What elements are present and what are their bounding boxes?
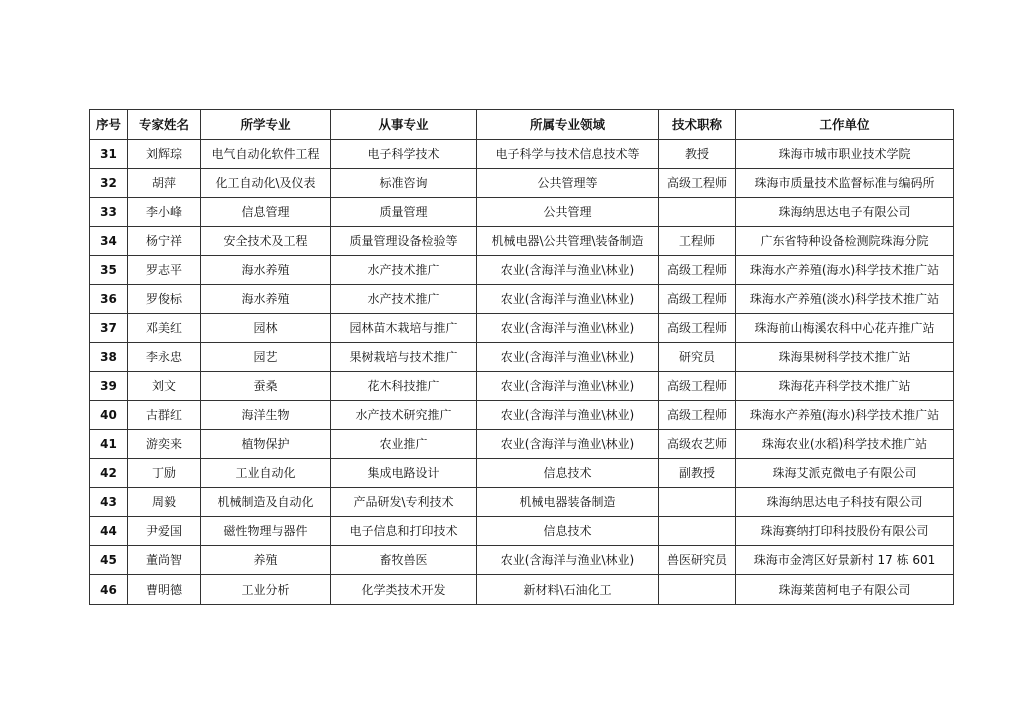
cell-major-studied: 园林: [201, 314, 331, 343]
cell-no: 37: [90, 314, 128, 343]
cell-no: 44: [90, 517, 128, 546]
cell-workplace: 珠海农业(水稻)科学技术推广站: [736, 430, 954, 459]
cell-current-specialty: 园林苗木栽培与推广: [331, 314, 477, 343]
cell-field: 电子科学与技术信息技术等: [477, 140, 659, 169]
table-row: [90, 401, 954, 430]
cell-major-studied: 信息管理: [201, 198, 331, 227]
header-field: 所属专业领域: [477, 110, 659, 140]
cell-title: 高级工程师: [659, 169, 736, 198]
cell-major-studied: 化工自动化\及仪表: [201, 169, 331, 198]
cell-field: 农业(含海洋与渔业\林业): [477, 285, 659, 314]
cell-field: 机械电器\公共管理\装备制造: [477, 227, 659, 256]
cell-current-specialty: 集成电路设计: [331, 459, 477, 488]
cell-major-studied: 养殖: [201, 546, 331, 575]
cell-workplace: 珠海市金湾区好景新村 17 栋 601: [736, 546, 954, 575]
cell-expert-name: 杨宁祥: [128, 227, 201, 256]
table-row: [90, 256, 954, 285]
table-row: [90, 488, 954, 517]
cell-workplace: 珠海赛纳打印科技股份有限公司: [736, 517, 954, 546]
cell-no: 33: [90, 198, 128, 227]
cell-field: 公共管理: [477, 198, 659, 227]
cell-title: 研究员: [659, 343, 736, 372]
header-expert-name: 专家姓名: [128, 110, 201, 140]
cell-current-specialty: 电子信息和打印技术: [331, 517, 477, 546]
cell-expert-name: 胡萍: [128, 169, 201, 198]
cell-no: 38: [90, 343, 128, 372]
cell-field: 机械电器装备制造: [477, 488, 659, 517]
cell-no: 39: [90, 372, 128, 401]
cell-workplace: 珠海市城市职业技术学院: [736, 140, 954, 169]
cell-title: 高级工程师: [659, 256, 736, 285]
cell-expert-name: 刘文: [128, 372, 201, 401]
cell-no: 46: [90, 575, 128, 605]
table-row: [90, 372, 954, 401]
cell-title: [659, 488, 736, 517]
cell-expert-name: 李小峰: [128, 198, 201, 227]
cell-no: 35: [90, 256, 128, 285]
cell-major-studied: 磁性物理与器件: [201, 517, 331, 546]
cell-expert-name: 古群红: [128, 401, 201, 430]
cell-no: 34: [90, 227, 128, 256]
cell-expert-name: 游奕来: [128, 430, 201, 459]
cell-no: 43: [90, 488, 128, 517]
cell-no: 32: [90, 169, 128, 198]
table-header: [90, 110, 954, 140]
cell-major-studied: 植物保护: [201, 430, 331, 459]
cell-current-specialty: 标准咨询: [331, 169, 477, 198]
header-major-studied: 所学专业: [201, 110, 331, 140]
cell-current-specialty: 化学类技术开发: [331, 575, 477, 605]
cell-workplace: 珠海果树科学技术推广站: [736, 343, 954, 372]
cell-title: 工程师: [659, 227, 736, 256]
cell-title: [659, 575, 736, 605]
table-row: [90, 169, 954, 198]
cell-current-specialty: 农业推广: [331, 430, 477, 459]
cell-workplace: 珠海水产养殖(海水)科学技术推广站: [736, 256, 954, 285]
cell-field: 新材料\石油化工: [477, 575, 659, 605]
cell-field: 公共管理等: [477, 169, 659, 198]
header-workplace: 工作单位: [736, 110, 954, 140]
cell-workplace: 珠海水产养殖(淡水)科学技术推广站: [736, 285, 954, 314]
cell-major-studied: 蚕桑: [201, 372, 331, 401]
header-no: 序号: [90, 110, 128, 140]
cell-title: 高级工程师: [659, 314, 736, 343]
cell-current-specialty: 水产技术推广: [331, 285, 477, 314]
cell-field: 农业(含海洋与渔业\林业): [477, 546, 659, 575]
cell-workplace: 珠海纳思达电子科技有限公司: [736, 488, 954, 517]
table-row: [90, 517, 954, 546]
cell-current-specialty: 果树栽培与技术推广: [331, 343, 477, 372]
cell-major-studied: 机械制造及自动化: [201, 488, 331, 517]
cell-current-specialty: 产品研发\专利技术: [331, 488, 477, 517]
cell-no: 45: [90, 546, 128, 575]
cell-major-studied: 电气自动化软件工程: [201, 140, 331, 169]
header-current-specialty: 从事专业: [331, 110, 477, 140]
cell-title: 教授: [659, 140, 736, 169]
cell-current-specialty: 质量管理设备检验等: [331, 227, 477, 256]
cell-workplace: 珠海花卉科学技术推广站: [736, 372, 954, 401]
cell-expert-name: 曹明德: [128, 575, 201, 605]
cell-field: 农业(含海洋与渔业\林业): [477, 372, 659, 401]
cell-current-specialty: 畜牧兽医: [331, 546, 477, 575]
cell-field: 农业(含海洋与渔业\林业): [477, 430, 659, 459]
cell-current-specialty: 花木科技推广: [331, 372, 477, 401]
cell-no: 31: [90, 140, 128, 169]
cell-expert-name: 邓美红: [128, 314, 201, 343]
cell-title: [659, 517, 736, 546]
cell-current-specialty: 电子科学技术: [331, 140, 477, 169]
cell-major-studied: 海水养殖: [201, 256, 331, 285]
cell-expert-name: 罗俊标: [128, 285, 201, 314]
cell-no: 40: [90, 401, 128, 430]
header-title: 技术职称: [659, 110, 736, 140]
table-row: [90, 285, 954, 314]
cell-major-studied: 园艺: [201, 343, 331, 372]
cell-major-studied: 海洋生物: [201, 401, 331, 430]
cell-title: 高级工程师: [659, 401, 736, 430]
cell-title: [659, 198, 736, 227]
cell-workplace: 珠海纳思达电子有限公司: [736, 198, 954, 227]
cell-no: 42: [90, 459, 128, 488]
table-row: [90, 343, 954, 372]
header-row: [90, 110, 954, 140]
cell-title: 高级工程师: [659, 285, 736, 314]
cell-major-studied: 安全技术及工程: [201, 227, 331, 256]
table-row: [90, 459, 954, 488]
cell-field: 农业(含海洋与渔业\林业): [477, 314, 659, 343]
table-row: [90, 227, 954, 256]
cell-current-specialty: 质量管理: [331, 198, 477, 227]
cell-workplace: 广东省特种设备检测院珠海分院: [736, 227, 954, 256]
cell-workplace: 珠海前山梅溪农科中心花卉推广站: [736, 314, 954, 343]
cell-expert-name: 尹爱国: [128, 517, 201, 546]
cell-expert-name: 刘辉琮: [128, 140, 201, 169]
expert-table: [89, 109, 954, 605]
cell-expert-name: 丁励: [128, 459, 201, 488]
cell-field: 农业(含海洋与渔业\林业): [477, 401, 659, 430]
table-row: [90, 430, 954, 459]
table-row: [90, 575, 954, 605]
cell-field: 农业(含海洋与渔业\林业): [477, 343, 659, 372]
cell-field: 信息技术: [477, 459, 659, 488]
cell-current-specialty: 水产技术研究推广: [331, 401, 477, 430]
cell-expert-name: 周毅: [128, 488, 201, 517]
table-row: [90, 314, 954, 343]
cell-no: 41: [90, 430, 128, 459]
cell-title: 高级工程师: [659, 372, 736, 401]
cell-title: 兽医研究员: [659, 546, 736, 575]
table-row: [90, 140, 954, 169]
cell-expert-name: 罗志平: [128, 256, 201, 285]
cell-workplace: 珠海市质量技术监督标准与编码所: [736, 169, 954, 198]
cell-major-studied: 工业分析: [201, 575, 331, 605]
cell-expert-name: 李永忠: [128, 343, 201, 372]
table-body: [90, 140, 954, 605]
cell-field: 农业(含海洋与渔业\林业): [477, 256, 659, 285]
cell-major-studied: 工业自动化: [201, 459, 331, 488]
cell-title: 副教授: [659, 459, 736, 488]
cell-no: 36: [90, 285, 128, 314]
cell-expert-name: 董尚智: [128, 546, 201, 575]
table-row: [90, 198, 954, 227]
cell-workplace: 珠海水产养殖(海水)科学技术推广站: [736, 401, 954, 430]
cell-title: 高级农艺师: [659, 430, 736, 459]
cell-major-studied: 海水养殖: [201, 285, 331, 314]
cell-field: 信息技术: [477, 517, 659, 546]
cell-workplace: 珠海莱茵柯电子有限公司: [736, 575, 954, 605]
table-row: [90, 546, 954, 575]
cell-current-specialty: 水产技术推广: [331, 256, 477, 285]
cell-workplace: 珠海艾派克微电子有限公司: [736, 459, 954, 488]
